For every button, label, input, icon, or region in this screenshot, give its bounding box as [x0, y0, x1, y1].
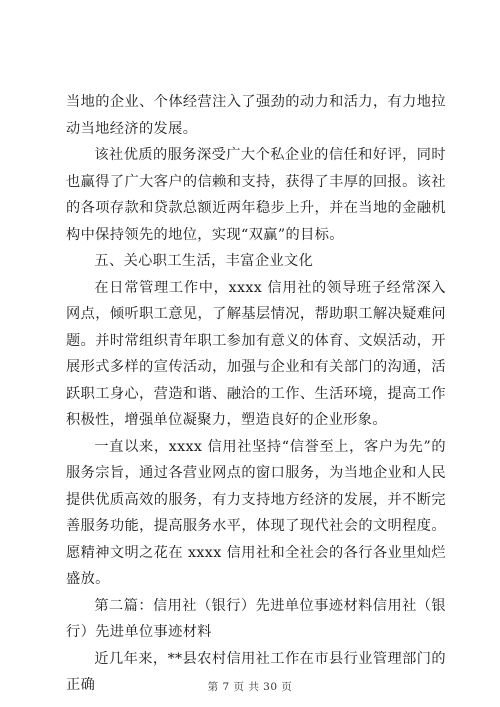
paragraph-daily-management: 在日常管理工作中，xxxx 信用社的领导班子经常深入网点，倾听职工意见，了解基层情况，帮助职工解决疑难问题。并时常组织青年职工参加有意义的体育、文娱活动，开展形式多样的宣传活动，加强与企业和有关部门的沟通，活跃职工身心，营造和谐、融洽的工作、生活环境，提高工作积极性，增强单位凝聚力，塑造良好的企业形象。 [66, 279, 446, 428]
chapter-title-second-part: 第二篇：信用社（银行）先进单位事迹材料信用社（银行）先进单位事迹材料 [66, 597, 446, 640]
paragraph-continuation: 当地的企业、个体经营注入了强劲的动力和活力，有力地拉动当地经济的发展。 [66, 94, 446, 137]
section-heading-employee-care: 五、关心职工生活，丰富企业文化 [94, 253, 314, 269]
paragraph-recent-years: 近几年来，**县农村信用社工作在市县行业管理部门的正确 [66, 650, 446, 693]
paragraph-service-tenet: 一直以来，xxxx 信用社坚持“信誉至上，客户为先”的服务宗旨，通过各营业网点的窗口服务，为当地企业和人民提供优质高效的服务，有力支持地方经济的发展，并不断完善服务功能，提高服务水平，体现了现代社会的文明程度。愿精神文明之花在 xxxx 信用社和全社会的各行各业里灿烂盛放。 [66, 438, 446, 587]
page-number-footer: 第 7 页 共 30 页 [207, 681, 293, 693]
paragraph-service-reputation: 该社优质的服务深受广大个私企业的信任和好评，同时也赢得了广大客户的信赖和支持，获得了丰厚的回报。该社的各项存款和贷款总额近两年稳步上升，并在当地的金融机构中保持领先的地位，实现“双赢”的目标。 [66, 147, 446, 243]
document-body [66, 89, 446, 699]
